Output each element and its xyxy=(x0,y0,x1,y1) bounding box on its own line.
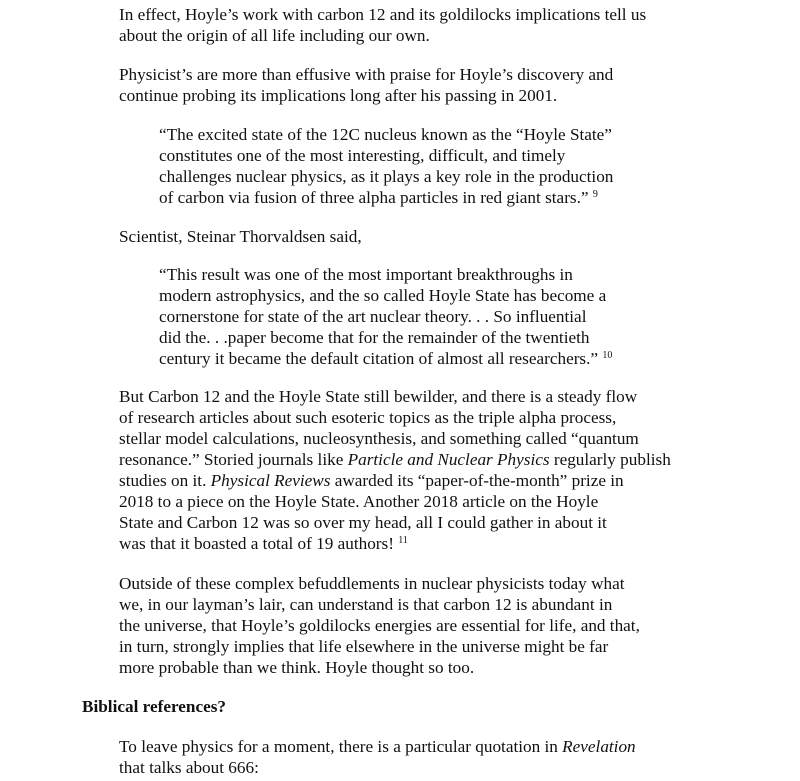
text-line: Scientist, Steinar Thorvaldsen said, xyxy=(119,227,362,246)
blockquote-thorvaldsen xyxy=(159,264,659,369)
paragraph-revelation xyxy=(119,736,679,778)
footnote-marker: 9 xyxy=(592,189,598,200)
text-line: But Carbon 12 and the Hoyle State still bewilder, and there is a steady flow xyxy=(119,387,638,406)
paragraph-hoyle-origin xyxy=(119,4,679,46)
text-line: Outside of these complex befuddlements in nuclear physicists today what xyxy=(119,574,625,593)
text-line: about the origin of all life including our own. xyxy=(119,26,430,45)
text-line: In effect, Hoyle’s work with carbon 12 and its goldilocks implications tell us xyxy=(119,5,647,24)
paragraph-thorvaldsen-intro xyxy=(119,226,679,247)
paragraph-physicists-praise xyxy=(119,64,679,106)
text-line: continue probing its implications long after his passing in 2001. xyxy=(119,86,558,105)
paragraph-befuddlements xyxy=(119,573,679,678)
text-line xyxy=(119,470,679,491)
blockquote-hoyle-state xyxy=(159,124,659,208)
footnote-marker: 10 xyxy=(602,350,613,361)
quote-line: cornerstone for state of the art nuclear theory. . . So influential xyxy=(159,307,587,326)
text-line: the universe, that Hoyle’s goldilocks energies are essential for life, and that, xyxy=(119,616,640,635)
text-line xyxy=(119,449,679,470)
quote-line: “The excited state of the 12C nucleus known as the “Hoyle State” xyxy=(159,125,612,144)
quote-line-text: of carbon via fusion of three alpha particles in red giant stars.” xyxy=(159,188,593,207)
text-line xyxy=(119,533,679,554)
quote-line: did the. . .paper become that for the remainder of the twentieth xyxy=(159,328,590,347)
paragraph-carbon-bewilder xyxy=(119,386,679,554)
text-line: we, in our layman’s lair, can understand is that carbon 12 is abundant in xyxy=(119,595,613,614)
quote-line-text: century it became the default citation of almost all researchers.” xyxy=(159,349,603,368)
text-segment: regularly publish xyxy=(549,450,671,469)
text-line: in turn, strongly implies that life elsewhere in the universe might be far xyxy=(119,637,609,656)
text-line: Physicist’s are more than effusive with praise for Hoyle’s discovery and xyxy=(119,65,614,84)
footnote-marker: 11 xyxy=(398,535,408,546)
text-segment: studies on it. xyxy=(119,471,211,490)
quote-line: “This result was one of the most important breakthroughs in xyxy=(159,265,573,284)
text-line: that talks about 666: xyxy=(119,758,259,777)
text-line xyxy=(119,736,679,757)
text-line: stellar model calculations, nucleosynthesis, and something called “quantum xyxy=(119,429,639,448)
quote-line xyxy=(159,187,659,208)
text-segment: resonance.” Storied journals like xyxy=(119,450,348,469)
text-line: of research articles about such esoteric topics as the triple alpha process, xyxy=(119,408,617,427)
text-segment: To leave physics for a moment, there is a particular quotation in xyxy=(119,737,563,756)
text-line: State and Carbon 12 was so over my head, all I could gather in about it xyxy=(119,513,607,532)
section-heading: Biblical references? xyxy=(82,697,226,716)
text-segment: awarded its “paper-of-the-month” prize in xyxy=(330,471,624,490)
text-segment: was that it boasted a total of 19 authors! xyxy=(119,534,399,553)
quote-line: constitutes one of the most interesting, difficult, and timely xyxy=(159,146,566,165)
book-title: Revelation xyxy=(562,737,636,756)
quote-line: challenges nuclear physics, as it plays a key role in the production xyxy=(159,167,614,186)
quote-line xyxy=(159,348,659,369)
journal-title: Physical Reviews xyxy=(210,471,331,490)
quote-line: modern astrophysics, and the so called Hoyle State has become a xyxy=(159,286,607,305)
text-line: more probable than we think. Hoyle thought so too. xyxy=(119,658,475,677)
text-line: 2018 to a piece on the Hoyle State. Another 2018 article on the Hoyle xyxy=(119,492,599,511)
journal-title: Particle and Nuclear Physics xyxy=(347,450,550,469)
